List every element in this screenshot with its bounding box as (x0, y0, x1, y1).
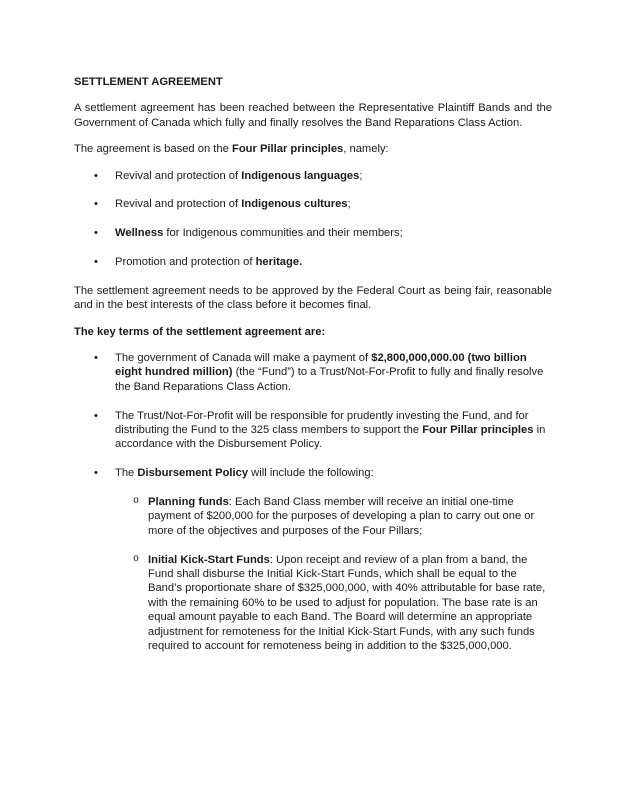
list-item-text: Planning funds: Each Band Class member will receive an initial one-time payment of $200,000 for the purposes of developing a plan to carry out one or more of the objectives and purposes of the Four Pillars; (148, 496, 535, 537)
key-terms-heading: The key terms of the settlement agreement are: (74, 325, 326, 338)
bullet-icon: • (94, 198, 98, 211)
list-item-text: The Disbursement Policy will include the following: (115, 467, 374, 480)
list-item-text: Wellness for Indigenous communities and their members; (115, 227, 403, 240)
key-terms-list (74, 351, 552, 481)
basis-paragraph: The agreement is based on the Four Pillar principles, namely: (74, 143, 389, 156)
bullet-icon: • (94, 256, 98, 269)
bullet-icon: • (94, 409, 98, 422)
list-item-text: Revival and protection of Indigenous languages; (115, 169, 363, 182)
bullet-icon: • (94, 352, 98, 365)
list-item-pillar-cultures (74, 197, 552, 211)
list-item-planning-funds (74, 495, 552, 538)
list-item-payment (74, 351, 552, 394)
circle-bullet-icon: o (133, 553, 140, 565)
list-item-text: The Trust/Not-For-Profit will be responsible for prudently investing the Fund, and for distributing the Fund to the 325 class members to support the Four Pillar principles in accordance with the Disbursement Policy. (115, 409, 546, 451)
list-item-kick-start-funds (74, 553, 552, 654)
bullet-icon: • (94, 227, 98, 240)
document-content (74, 75, 552, 668)
list-item-text: Promotion and protection of heritage. (115, 256, 303, 269)
list-item-text: Initial Kick-Start Funds: Upon receipt and review of a plan from a band, the Fund shall disburse the Initial Kick-Start Funds, which shall be equal to the Band’s proportionate share of $325,000,000, with 40% attributable for base rate, with the remaining 60% to be used to adjust for population. The base rate is an equal amount payable to each Band. The Board will determine an appropriate adjustment for remoteness for the Initial Kick-Start Funds, with any such funds required to account for remoteness being in addition to the $325,000,000. (148, 553, 546, 653)
list-item-pillar-languages (74, 169, 552, 183)
document-title: SETTLEMENT AGREEMENT (74, 76, 223, 88)
list-item-disbursement-policy (74, 466, 552, 480)
pillars-list (74, 169, 552, 270)
intro-paragraph: A settlement agreement has been reached between the Representative Plaintiff Bands and the Government of Canada which fully and finally resolves the Band Reparations Class Action. (74, 102, 552, 129)
approval-paragraph: The settlement agreement needs to be approved by the Federal Court as being fair, reasonable and in the best interests of the class before it becomes final. (74, 284, 552, 312)
circle-bullet-icon: o (133, 496, 140, 508)
list-item-pillar-heritage (74, 255, 552, 269)
bullet-icon: • (94, 467, 98, 480)
list-item-trust (74, 409, 552, 452)
policy-sublist (74, 495, 552, 653)
list-item-text: The government of Canada will make a payment of $2,800,000,000.00 (two billion eight hundred million) (the “Fund”) to a Trust/Not-For-Profit to fully and finally resolve the Band Reparations Class Action. (115, 352, 544, 393)
list-item-text: Revival and protection of Indigenous cultures; (115, 198, 351, 211)
bullet-icon: • (94, 169, 98, 182)
list-item-pillar-wellness (74, 226, 552, 240)
